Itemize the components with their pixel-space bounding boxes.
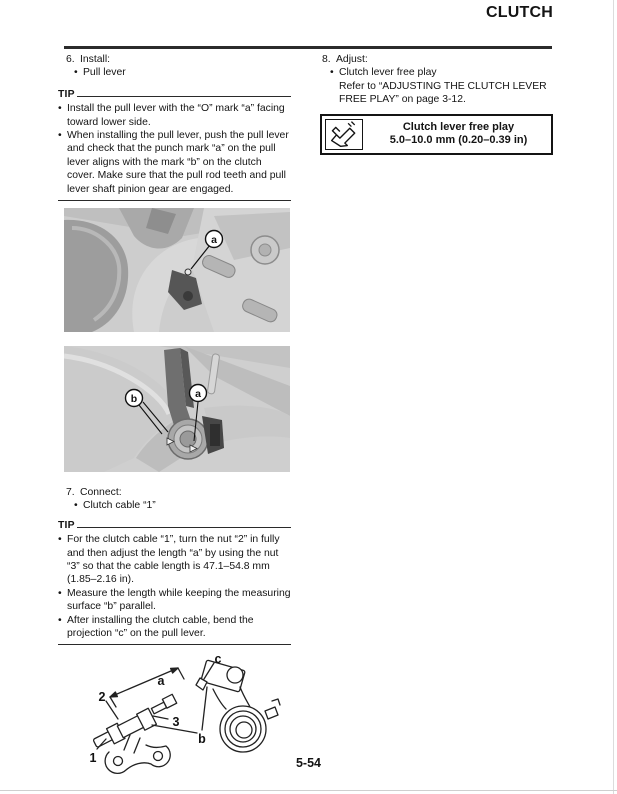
bullet-dot: • <box>58 130 62 142</box>
photo-1-illustration <box>64 208 290 332</box>
page-number: 5-54 <box>295 756 322 770</box>
tip-end-rule <box>58 644 291 645</box>
step-action: Adjust: <box>336 54 368 65</box>
bullet-dot: • <box>74 500 78 512</box>
tip-label: TIP <box>58 519 75 531</box>
diagram-label-3: 3 <box>172 715 180 730</box>
step-number: 8. <box>322 54 331 65</box>
figure-pull-lever-o-mark-photo <box>64 208 291 339</box>
tip-heading <box>58 517 291 532</box>
spec-title: Clutch lever free play <box>402 120 515 133</box>
page-edge-right <box>613 0 614 794</box>
figure-clutch-cable-adjustment-diagram <box>60 649 291 794</box>
photo-2-illustration <box>64 346 290 472</box>
callout-label-b: b <box>130 393 138 406</box>
diagram-label-c: c <box>214 652 222 667</box>
diagram-label-a: a <box>157 674 165 689</box>
list-item: • Clutch lever free play <box>330 67 437 79</box>
left-column <box>58 53 291 794</box>
step-action: Connect: <box>80 486 122 498</box>
o-mark <box>185 269 191 275</box>
step-8 <box>322 53 553 66</box>
step-6 <box>66 53 291 66</box>
step-6-items <box>74 66 291 79</box>
diagram-label-2: 2 <box>98 690 106 705</box>
tip-1-bullets <box>58 102 291 196</box>
step-7 <box>66 486 291 499</box>
diagram-label-b: b <box>198 732 206 747</box>
bullet-dot: • <box>58 103 62 115</box>
spec-box <box>320 114 553 155</box>
spec-content <box>366 116 551 153</box>
tip-rule <box>77 517 291 528</box>
tip-bullet: • Measure the length while keeping the measuring surface “b” parallel. <box>58 587 291 613</box>
step-number: 7. <box>66 486 75 498</box>
reference-text: Refer to “ADJUSTING THE CLUTCH LEVER FREE PLAY” on page 3-12. <box>339 80 547 106</box>
diagram-label-1: 1 <box>89 751 97 766</box>
spec-value: 5.0–10.0 mm (0.20–0.39 in) <box>389 134 528 147</box>
tip-end-rule <box>58 200 291 201</box>
tip-bullet: • For the clutch cable “1”, turn the nut “2” in fully and then adjust the length “a” by using the nut “3” so that the cable length is 47.1–54.8 mm (1.85–2.16 in). <box>58 534 280 586</box>
tip-bullet: • Install the pull lever with the “O” mark “a” facing toward lower side. <box>58 103 285 128</box>
step-number: 6. <box>66 54 75 65</box>
bullet-dot: • <box>74 67 78 79</box>
tip-label: TIP <box>58 88 75 100</box>
bullet-dot: • <box>330 67 334 79</box>
bullet-dot: • <box>58 614 62 626</box>
right-column <box>314 53 553 155</box>
step-7-items <box>74 499 291 512</box>
bullet-dot: • <box>58 534 62 546</box>
step-8-items <box>330 66 553 79</box>
tip-rule <box>77 86 291 97</box>
step-action: Install: <box>80 54 111 65</box>
caliper-icon <box>325 119 363 150</box>
tip-2-bullets <box>58 533 291 640</box>
header-rule <box>64 46 552 49</box>
tip-bullet: • When installing the pull lever, push the pull lever and check that the punch mark “a” on the pull lever aligns with the mark “b” on the clutch cover. Make sure that the pull rod teeth and pull lever shaft pinion gear are engaged. <box>58 130 289 195</box>
list-item: • Pull lever <box>74 67 126 79</box>
page-title: CLUTCH <box>486 4 553 21</box>
callout-label-a: a <box>195 388 201 401</box>
figure-punch-mark-alignment-photo <box>64 346 291 479</box>
tip-bullet: • After installing the clutch cable, bend the projection “c” on the pull lever. <box>58 614 254 639</box>
tip-heading <box>58 86 291 101</box>
callout-label-a: a <box>211 234 217 247</box>
bullet-dot: • <box>58 587 62 599</box>
list-item: • Clutch cable “1” <box>74 500 156 512</box>
